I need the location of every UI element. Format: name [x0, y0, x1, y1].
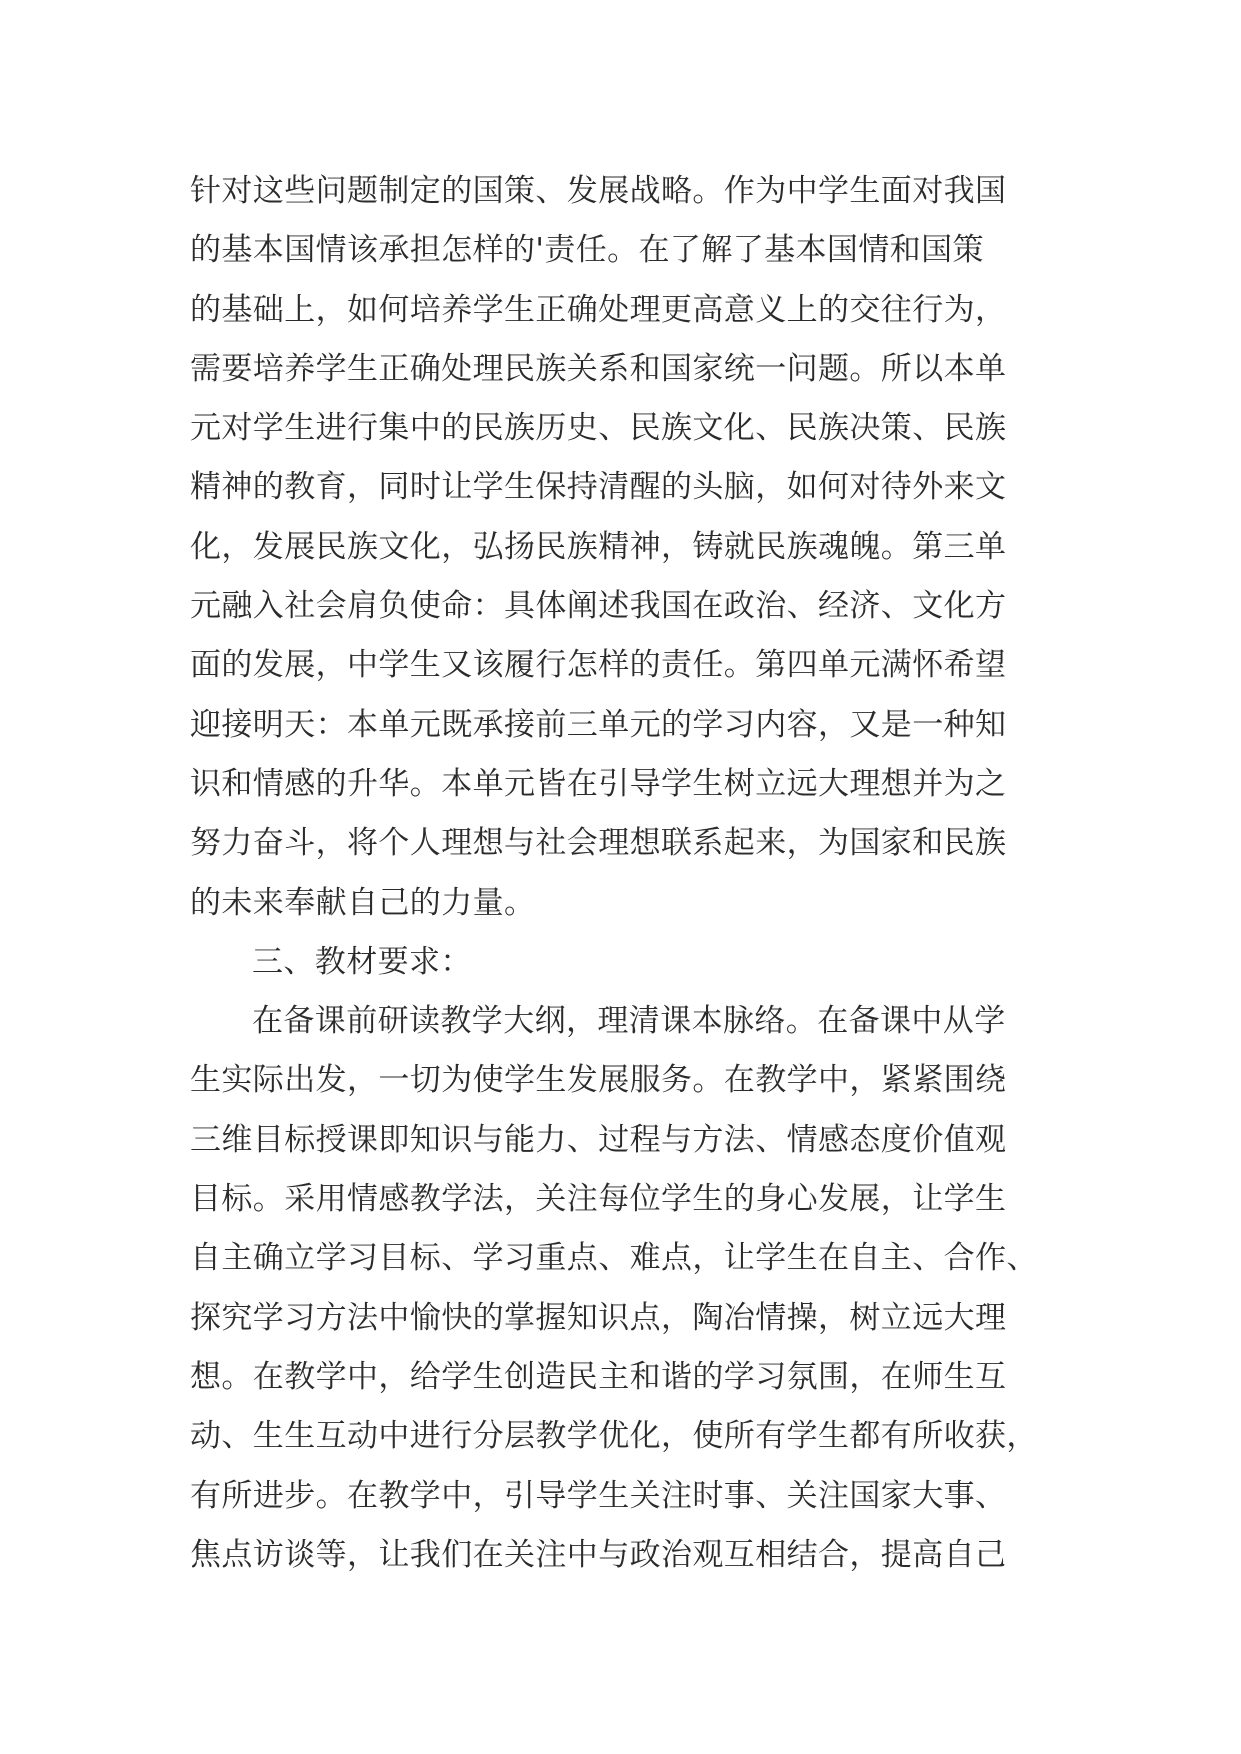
text-line: 三维目标授课即知识与能力、过程与方法、情感态度价值观	[190, 1121, 1007, 1158]
text-line: 想。在教学中，给学生创造民主和谐的学习氛围，在师生互	[190, 1358, 1007, 1395]
text-line: 焦点访谈等，让我们在关注中与政治观互相结合，提高自己	[190, 1536, 1007, 1573]
text-line: 有所进步。在教学中，引导学生关注时事、关注国家大事、	[190, 1477, 1007, 1514]
text-line: 迎接明天：本单元既承接前三单元的学习内容，又是一种知	[190, 706, 1007, 743]
text-line: 针对这些问题制定的国策、发展战略。作为中学生面对我国	[190, 173, 1007, 209]
text-line: 探究学习方法中愉快的掌握知识点，陶冶情操，树立远大理	[190, 1299, 1007, 1336]
text-line: 需要培养学生正确处理民族关系和国家统一问题。所以本单	[190, 350, 1007, 387]
text-line: 自主确立学习目标、学习重点、难点，让学生在自主、合作、	[190, 1240, 1038, 1277]
text-line: 识和情感的升华。本单元皆在引导学生树立远大理想并为之	[190, 765, 1007, 802]
text-line: 生实际出发，一切为使学生发展服务。在教学中，紧紧围绕	[190, 1062, 1007, 1099]
text-line: 面的发展，中学生又该履行怎样的责任。第四单元满怀希望	[190, 647, 1007, 684]
text-line: 化，发展民族文化，弘扬民族精神，铸就民族魂魄。第三单	[190, 528, 1007, 565]
paragraph-start-line: 在备课前研读教学大纲，理清课本脉络。在备课中从学	[252, 1003, 1006, 1040]
text-line: 目标。采用情感教学法，关注每位学生的身心发展，让学生	[190, 1181, 1007, 1218]
body-text	[190, 162, 1080, 1585]
text-line: 元融入社会肩负使命：具体阐述我国在政治、经济、文化方	[190, 588, 1007, 625]
text-line: 努力奋斗，将个人理想与社会理想联系起来，为国家和民族	[190, 825, 1007, 862]
section-heading: 三、教材要求：	[252, 943, 472, 980]
text-line: 的基础上，如何培养学生正确处理更高意义上的交往行为，	[190, 291, 1007, 328]
text-line: 的基本国情该承担怎样的'责任。在了解了基本国情和国策	[190, 232, 984, 269]
text-line: 元对学生进行集中的民族历史、民族文化、民族决策、民族	[190, 410, 1007, 447]
text-line: 的未来奉献自己的力量。	[190, 884, 536, 921]
text-line: 精神的教育，同时让学生保持清醒的头脑，如何对待外来文	[190, 469, 1007, 506]
text-line: 动、生生互动中进行分层教学优化，使所有学生都有所收获，	[190, 1418, 1038, 1455]
